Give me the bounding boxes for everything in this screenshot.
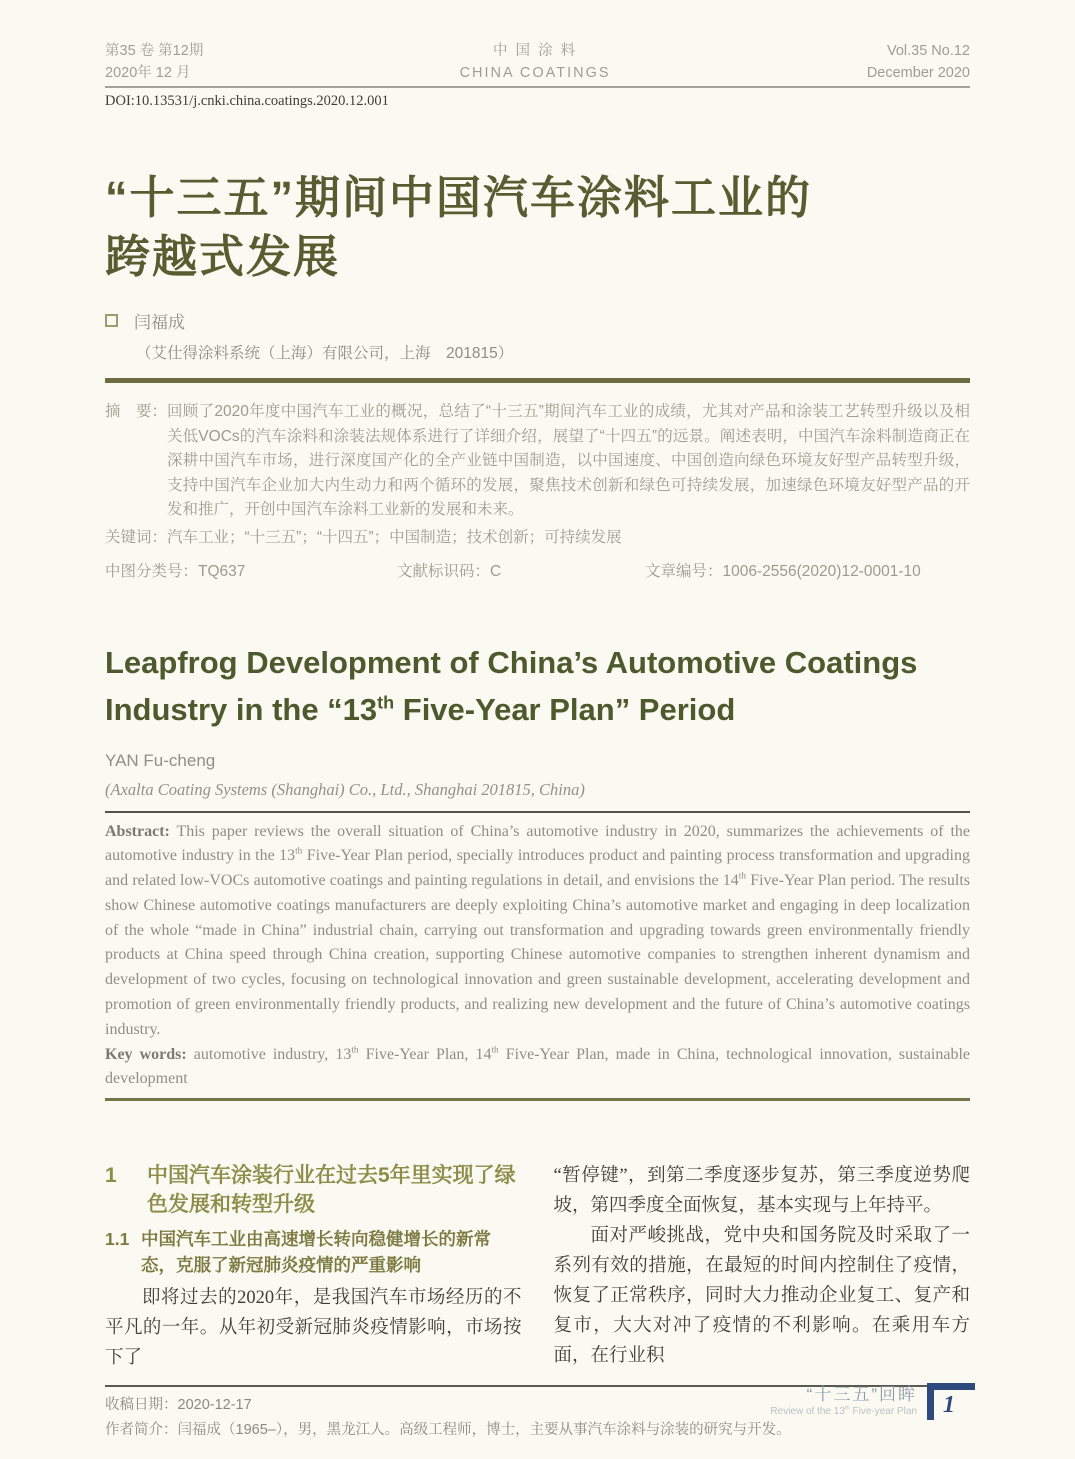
superscript-th: th <box>295 846 303 857</box>
page-number-bracket <box>927 1383 975 1420</box>
english-title-divider <box>105 811 970 813</box>
section-1-1-number: 1.1 <box>105 1229 130 1250</box>
body-paragraph-right-1: “暂停键”，到第二季度逐步复苏，第三季度逆势爬坡，第四季度全面恢复，基本实现与上年持平。 <box>553 1166 970 1217</box>
author-name-en: YAN Fu-cheng <box>105 750 216 770</box>
classification-row <box>105 559 970 581</box>
abstract-en-label: Abstract: <box>105 822 170 840</box>
title-cn-line1: “十三五”期间中国汽车涂料工业的 <box>105 172 813 223</box>
issue-info-cn <box>105 40 203 84</box>
title-cn-line2: 跨越式发展 <box>105 231 341 282</box>
journal-name-en: CHINA COATINGS <box>459 65 611 81</box>
section-1-1-heading <box>105 1226 522 1278</box>
body-column-left <box>105 1161 522 1373</box>
article-title-en <box>105 639 970 733</box>
superscript-th: th <box>844 1405 850 1412</box>
section-1-title: 中国汽车涂装行业在过去5年里实现了绿色发展和转型升级 <box>147 1164 516 1217</box>
section-1-number: 1 <box>105 1164 117 1188</box>
title-divider-rule <box>105 378 970 383</box>
superscript-th: th <box>377 692 395 713</box>
author-name-cn: 闫福成 <box>134 313 185 332</box>
received-date: 收稿日期：2020-12-17 <box>105 1397 252 1414</box>
masthead-divider <box>105 86 970 88</box>
issue-info-en <box>867 40 970 84</box>
footer-review-en: Review of the 13th Five-year Plan <box>770 1405 917 1417</box>
doi: DOI:10.13531/j.cnki.china.coatings.2020.12.001 <box>105 93 389 109</box>
body-columns <box>105 1161 970 1373</box>
body-paragraph-left: 即将过去的2020年，是我国汽车市场经历的不平凡的一年。从年初受新冠肺炎疫情影响，市场按下了 <box>105 1288 522 1369</box>
author-bio: 作者简介：闫福成（1965–），男，黑龙江人。高级工程师，博士，主要从事汽车涂料与涂装的研究与开发。 <box>105 1422 791 1439</box>
issue-volume-cn: 第35 卷 第12期 <box>105 43 204 59</box>
page-number: 1 <box>943 1392 955 1418</box>
affiliation-cn: （艾仕得涂料系统（上海）有限公司，上海 201815） <box>136 345 514 362</box>
superscript-th: th <box>351 1045 359 1056</box>
keywords-cn-text: 汽车工业；“十三五”；“十四五”；中国制造；技术创新；可持续发展 <box>167 528 622 546</box>
journal-name <box>460 40 611 84</box>
issue-date-cn: 2020年 12 月 <box>105 65 191 81</box>
footer-review-cn: “十三五”回眸 <box>806 1385 917 1404</box>
abstract-cn <box>105 400 970 523</box>
page-footer <box>770 1383 975 1420</box>
issue-date-en: December 2020 <box>866 65 970 81</box>
issue-volume-en: Vol.35 No.12 <box>886 43 970 59</box>
section-1-heading <box>105 1161 522 1219</box>
author-marker-icon <box>105 314 118 327</box>
article-id: 文章编号：1006-2556(2020)12-0001-10 <box>645 562 921 580</box>
body-paragraph-right-2: 面对严峻挑战，党中央和国务院及时采取了一系列有效的措施，在最短的时间内控制住了疫情，恢复了正常秩序，同时大力推动企业复工、复产和复市，大大对冲了疫情的不利影响。在乘用车方面，在行业积 <box>553 1226 970 1367</box>
article-title-cn <box>105 168 970 286</box>
abstract-cn-text: 回顾了2020年度中国汽车工业的概况，总结了“十三五”期间汽车工业的成绩，尤其对产品和涂装工艺转型升级以及相关低VOCs的汽车涂料和涂装法规体系进行了详细介绍，展望了“十四五”的远景。阐述表明，中国汽车涂料制造商正在深耕中国汽车市场，进行深度国产化的全产业链中国制造，以中国速度、中国创造向绿色环境友好型产品转型升级，支持中国汽车企业加大内生动力和两个循环的发展，聚焦技术创新和绿色可持续发展，加速绿色环境友好型产品的开发和推广，开创中国汽车涂料工业新的发展和未来。 <box>167 403 970 518</box>
clc-number: 中图分类号：TQ637 <box>105 562 246 580</box>
keywords-en: Key words: automotive industry, 13th Five-Year Plan, 14th Five-Year Plan, made in China, technological innovation, sustainable development <box>105 1045 971 1088</box>
superscript-th: th <box>738 871 746 882</box>
journal-masthead <box>105 40 970 84</box>
author-row <box>105 308 970 333</box>
affiliation-en: (Axalta Coating Systems (Shanghai) Co., Ltd., Shanghai 201815, China) <box>105 779 585 799</box>
section-1-1-title: 中国汽车工业由高速增长转向稳健增长的新常态，克服了新冠肺炎疫情的严重影响 <box>141 1229 491 1276</box>
abstract-cn-label: 摘 要： <box>105 403 168 420</box>
superscript-th: th <box>491 1045 499 1056</box>
keywords-en-label: Key words: <box>105 1045 187 1063</box>
document-code: 文献标识码：C <box>397 562 502 580</box>
keywords-cn <box>105 526 970 550</box>
title-en-line2: Industry in the “13th Five-Year Plan” Period <box>105 691 736 727</box>
abstract-en: Abstract: This paper reviews the overall situation of China’s automotive industry in 2020, summarizes the achievements of the automotive industry in the 13th Five-Year Plan period, specially introduces product and painting process transformation and upgrading and related low-VOCs automotive coatings and painting regulations in detail, and envisions the 14th Five-Year Plan period. The results show Chinese automotive coatings manufacturers are deeply exploiting China’s automotive market and engaging in deep localization of the whole “made in China” industrial chain, carrying out transformation and upgrading towards green environmentally friendly products at China speed through China creation, supporting Chinese automotive companies to strengthen inherent dynamism and development of two cycles, focusing on technological innovation and green sustainable development, accelerating development and promotion of green environmentally friendly products, and realizing new development and the future of China’s automotive coatings industry. <box>105 822 970 1038</box>
body-column-right <box>554 1161 971 1373</box>
journal-name-cn: 中 国 涂 料 <box>493 43 578 59</box>
keywords-cn-label: 关键词： <box>105 528 168 546</box>
footer-review-label <box>770 1383 917 1419</box>
title-en-line1: Leapfrog Development of China’s Automotive Coatings <box>105 644 918 680</box>
abstract-body-divider <box>105 1098 970 1101</box>
